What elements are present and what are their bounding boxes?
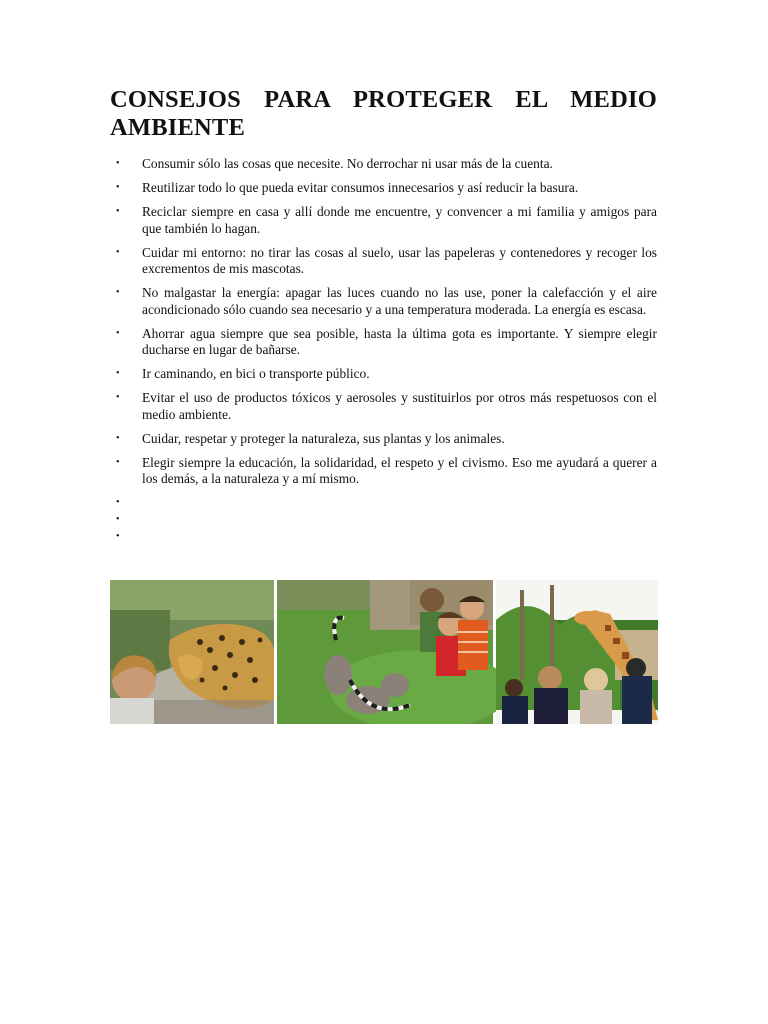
list-item <box>110 390 657 423</box>
bullet-icon: • <box>116 327 120 339</box>
list-item <box>110 455 657 488</box>
page-title: CONSEJOS PARA PROTEGER EL MEDIO AMBIENTE <box>110 86 657 141</box>
bullet-icon: • <box>116 392 120 404</box>
list-item <box>110 326 657 359</box>
bullet-icon: • <box>116 158 120 169</box>
document-page <box>110 86 657 546</box>
tip-text: Reutilizar todo lo que pueda evitar consumos innecesarios y así reducir la basura. <box>142 179 579 195</box>
empty-list-item <box>110 495 657 512</box>
tip-text: Reciclar siempre en casa y allí donde me encuentre, y convencer a mi familia y amigos para que también lo hagan. <box>142 203 657 236</box>
tip-text: Cuidar mi entorno: no tirar las cosas al suelo, usar las papeleras y contenedores y recoger los excrementos de mis mascotas. <box>142 244 657 277</box>
empty-list-item <box>110 512 657 529</box>
bullet-icon: • <box>116 514 120 526</box>
lemurs-photo <box>277 580 510 724</box>
list-item <box>110 431 657 448</box>
tip-text: No malgastar la energía: apagar las luces cuando no las use, poner la calefacción y el aire acondicionado sólo cuando sea necesario y a una temperatura moderada. La energía es escasa. <box>142 285 657 317</box>
bullet-icon: • <box>116 456 120 468</box>
list-item <box>110 180 657 197</box>
bullet-icon: • <box>116 287 120 299</box>
tip-text: Ahorrar agua siempre que sea posible, hasta la última gota es importante. Y siempre elegir ducharse en lugar de bañarse. <box>142 325 657 358</box>
empty-bullet-list <box>110 495 657 546</box>
bullet-icon: • <box>116 531 120 543</box>
photo-strip <box>110 580 658 724</box>
tip-text: Evitar el uso de productos tóxicos y aerosoles y sustituirlos por otros más respetuosos con el medio ambiente. <box>142 390 657 422</box>
bullet-icon: • <box>116 205 120 217</box>
tip-text: Consumir sólo las cosas que necesite. No derrochar ni usar más de la cuenta. <box>142 156 553 171</box>
list-item <box>110 204 657 237</box>
tip-text: Elegir siempre la educación, la solidaridad, el respeto y el civismo. Eso me ayudará a querer a los demás, a la naturaleza y a mí mismo. <box>142 454 657 487</box>
bullet-icon: • <box>116 181 120 193</box>
leopard-photo <box>110 580 274 724</box>
bullet-icon: • <box>116 246 120 258</box>
bullet-icon: • <box>116 432 120 444</box>
tip-text: Ir caminando, en bici o transporte público. <box>142 366 370 382</box>
list-item <box>110 285 657 318</box>
empty-list-item <box>110 529 657 546</box>
list-item <box>110 245 657 278</box>
list-item <box>110 366 657 383</box>
tips-list <box>110 156 657 488</box>
bullet-icon: • <box>116 497 120 509</box>
bullet-icon: • <box>116 368 120 380</box>
giraffe-photo <box>496 580 658 724</box>
list-item <box>110 156 657 173</box>
tip-text: Cuidar, respetar y proteger la naturaleza, sus plantas y los animales. <box>142 430 505 446</box>
